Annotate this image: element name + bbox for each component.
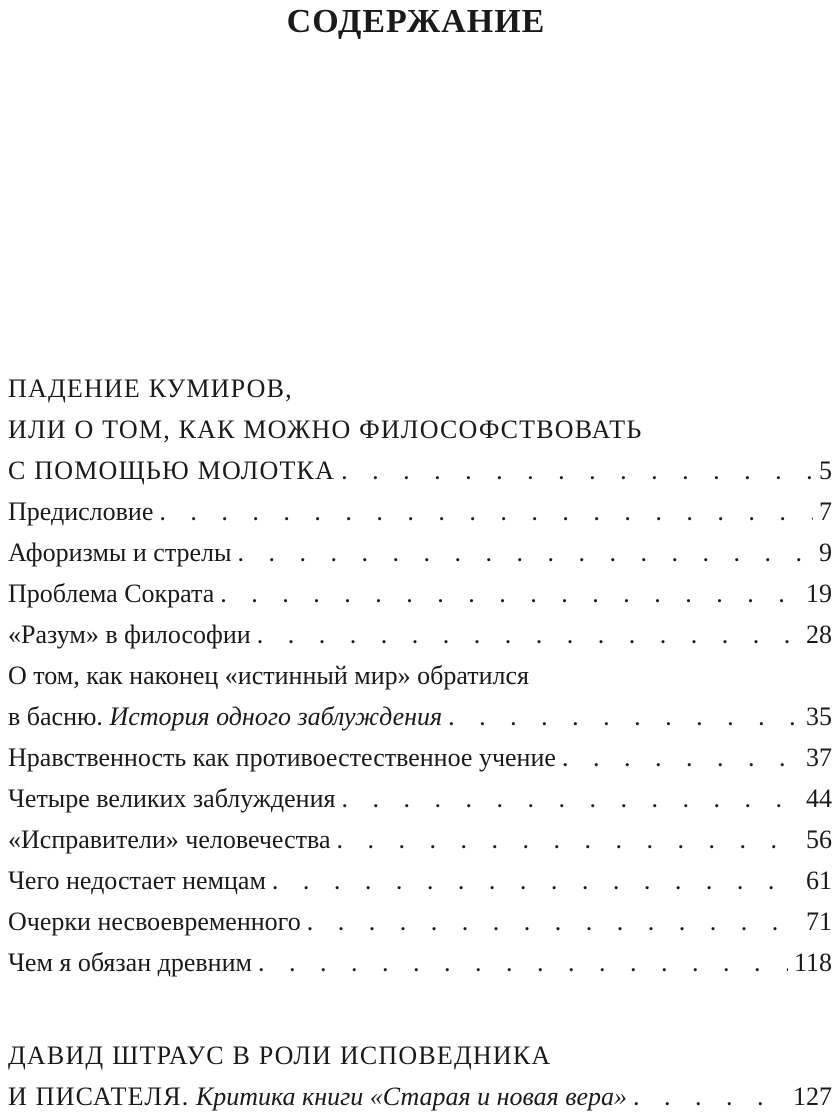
chapter-title: «Исправители» человечества <box>8 825 331 854</box>
page-number: 44 <box>806 784 832 813</box>
dot-leader <box>448 696 800 737</box>
dot-leader <box>272 860 800 901</box>
toc-entry[interactable] <box>8 860 832 901</box>
chapter-title: Четыре великих заблуждения <box>8 784 336 813</box>
part-title-line: И ПИСАТЕЛЯ. <box>8 1082 190 1111</box>
chapter-title-line: О том, как наконец «истинный мир» обратился <box>8 661 529 690</box>
chapter-title: Афоризмы и стрелы <box>8 538 232 567</box>
chapter-title: «Разум» в философии <box>8 620 251 649</box>
page-number: 28 <box>806 620 832 649</box>
page-number: 71 <box>806 907 832 936</box>
toc-entry-part-2[interactable] <box>8 1076 832 1117</box>
chapter-subtitle: История одного заблуждения <box>109 702 443 731</box>
page-number: 118 <box>793 948 832 977</box>
dot-leader <box>341 778 800 819</box>
chapter-title: Проблема Сократа <box>8 579 215 608</box>
section-gap <box>8 983 832 1035</box>
toc-entry[interactable] <box>8 737 832 778</box>
page-number: 19 <box>806 579 832 608</box>
dot-leader <box>307 901 800 942</box>
dot-leader <box>562 737 800 778</box>
page-number: 9 <box>819 538 832 567</box>
toc-entry[interactable] <box>8 696 832 737</box>
page-number: 5 <box>819 456 832 485</box>
chapter-title: Предисловие <box>8 497 154 526</box>
toc-entry[interactable] <box>8 614 832 655</box>
toc-entry[interactable] <box>8 573 832 614</box>
dot-leader <box>337 819 801 860</box>
chapter-title: Очерки несвоевременного <box>8 907 301 936</box>
dot-leader <box>257 614 800 655</box>
dot-leader <box>258 942 788 983</box>
page-title: СОДЕРЖАНИЕ <box>286 3 546 40</box>
dot-leader <box>341 450 813 491</box>
page-number: 37 <box>806 743 832 772</box>
page-number: 61 <box>806 866 832 895</box>
dot-leader <box>633 1076 787 1117</box>
chapter-title: Нравственность как противоестественное учение <box>8 743 556 772</box>
dot-leader <box>220 573 800 614</box>
toc-entry[interactable] <box>8 491 832 532</box>
chapter-title: Чего недостает немцам <box>8 866 266 895</box>
toc-entry[interactable] <box>8 532 832 573</box>
toc-entry[interactable] <box>8 901 832 942</box>
part-subtitle: Критика книги «Старая и новая вера» <box>195 1082 628 1111</box>
part-title-line: ДАВИД ШТРАУС В РОЛИ ИСПОВЕДНИКА <box>8 1041 552 1070</box>
page-number: 127 <box>793 1082 832 1111</box>
dot-leader <box>159 491 813 532</box>
toc-entry-part-1[interactable] <box>8 450 832 491</box>
page-number: 35 <box>806 702 832 731</box>
chapter-title: Чем я обязан древним <box>8 948 252 977</box>
part-title-line: ИЛИ О ТОМ, КАК МОЖНО ФИЛОСОФСТВОВАТЬ <box>8 415 643 444</box>
chapter-title-line: в басню. <box>8 702 103 731</box>
toc-entry[interactable] <box>8 819 832 860</box>
dot-leader <box>238 532 814 573</box>
toc-entry[interactable] <box>8 942 832 983</box>
table-of-contents <box>8 368 832 1117</box>
chapter-title <box>8 696 442 737</box>
part-title <box>8 1076 627 1117</box>
part-title-line: ПАДЕНИЕ КУМИРОВ, <box>8 374 293 403</box>
page-number: 56 <box>806 825 832 854</box>
page-number: 7 <box>819 497 832 526</box>
part-title-line: С ПОМОЩЬЮ МОЛОТКА <box>8 456 336 485</box>
toc-entry[interactable] <box>8 778 832 819</box>
